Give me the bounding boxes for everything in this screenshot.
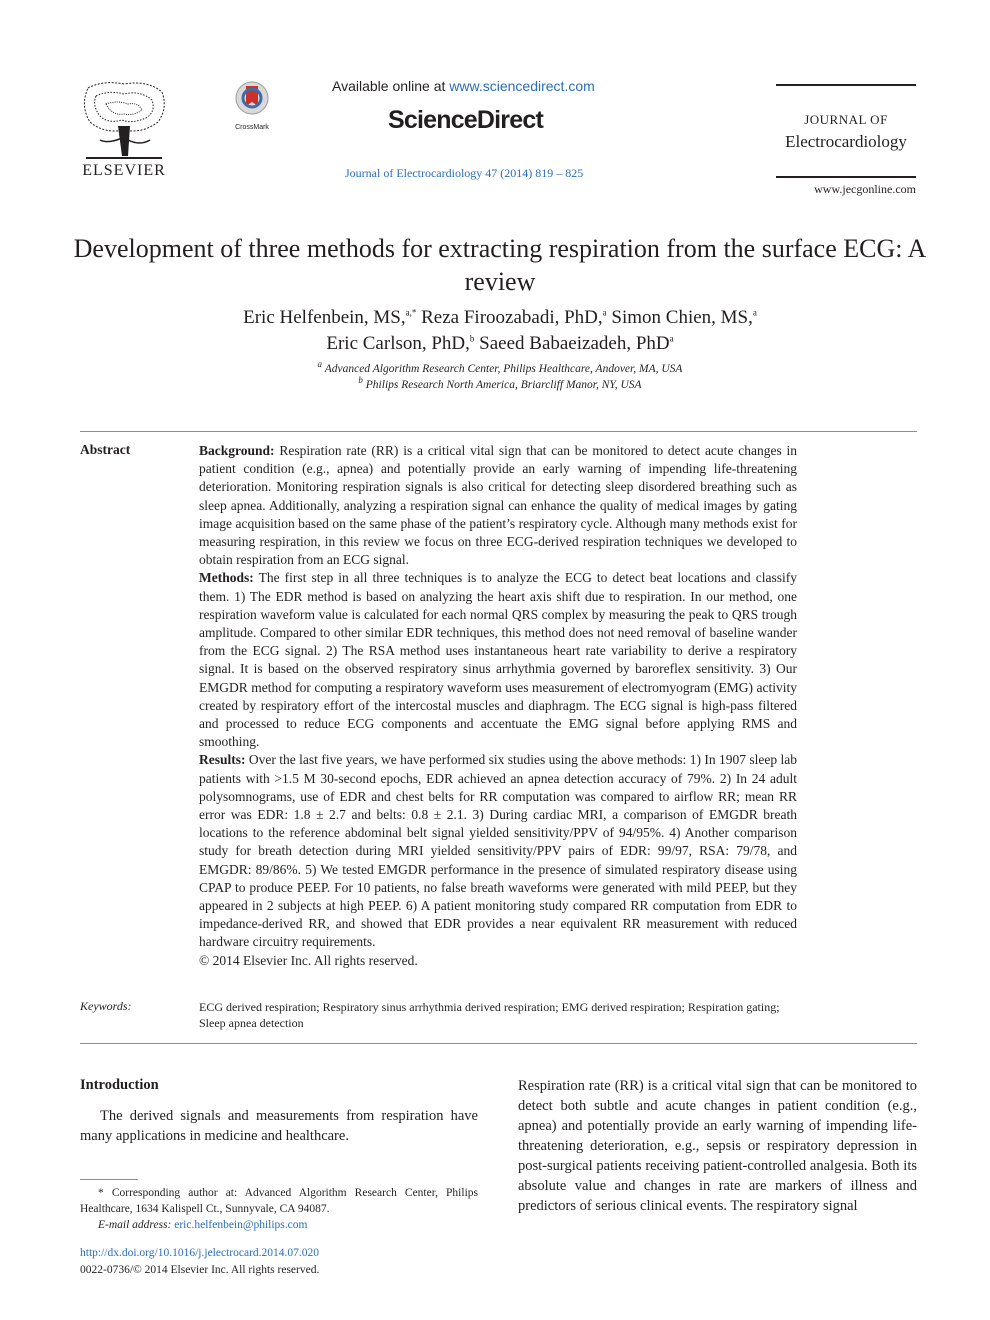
abstract-results [199, 751, 797, 951]
footnote-text: Corresponding author at: Advanced Algorithm Research Center, Philips Healthcare, 1634 Kalispell Ct., Sunnyvale, CA 94087. [80, 1187, 478, 1215]
author-affiliation-mark[interactable]: a [669, 333, 674, 344]
abstract-bottom-rule [80, 1043, 917, 1044]
affiliation-mark: b [358, 375, 363, 386]
email-link[interactable]: eric.helfenbein@philips.com [174, 1219, 308, 1231]
background-text: Respiration rate (RR) is a critical vital sign that can be monitored to detect acute changes in patient condition (e.g., apnea) and potentially provide an early warning of impending life-threatening deterioration. Monitoring respiration signals is also critical for detecting sleep disordered breathing such as sleep apnea. Additionally, analyzing a respiration signal can enhance the quality of medical images by gating image acquisition based on the same phase of the patient’s respiratory cycle. Although many methods exist for measuring respiration, in this review we focus on three ECG-derived respiration techniques we developed to obtain respiration from an ECG signal. [199, 443, 798, 568]
author-affiliation-mark[interactable]: a [602, 307, 607, 318]
author-affiliation-mark[interactable]: b [469, 333, 475, 344]
footnote-marker: * [98, 1187, 104, 1199]
keywords-label: Keywords: [80, 999, 132, 1013]
crossmark-badge[interactable] [228, 80, 276, 131]
affiliations [70, 361, 930, 393]
footnote-rule [80, 1179, 138, 1180]
affiliation [70, 361, 930, 377]
issn-copyright: 0022-0736/© 2014 Elsevier Inc. All rights reserved. [80, 1264, 320, 1276]
sciencedirect-logo: ScienceDirect [388, 106, 543, 134]
available-online [332, 78, 595, 94]
journal-url[interactable]: www.jecgonline.com [814, 182, 916, 196]
crossmark-icon [234, 80, 270, 118]
affiliation-mark: a [317, 359, 323, 370]
results-label: Results: [199, 752, 246, 768]
journal-name-line1: JOURNAL OF [804, 112, 888, 127]
results-text: Over the last five years, we have performed six studies using the above methods: 1) In 1907 sleep lab patients with >1.5 M 30-second epochs, EDR achieved an apnea detection accuracy of 79%. 2) In 24 adult polysomnograms, use of EDR and chest belts for RR computation was compared to airflow RR; mean RR error was EDR: 1.8 ± 2.7 and belts: 0.8 ± 2.1. 3) During cardiac MRI, a comparison of EMGDR breath locations to the reference abdominal belt signal yielded sensitivity/PPV of 94/95%. 4) Another comparison study for breath detection during MRI yielded sensitivity/PPV pairs of EDR: 99/97, RSA: 79/78, and EMGDR: 89/86%. 5) We tested EMGDR performance in the presence of simulated respiratory disease using CPAP to produce PEEP. For 10 patients, no false breath waveforms were generated with mild PEEP, but they appeared in 2 subjects at high PEEP. 6) A patient monitoring study compared RR computation from EDR to impedance-derived RR, and showed that EDR provides a near equivalent RR measurement with reduced hardware circuitry requirements. [199, 752, 798, 950]
author-name: Simon Chien, MS, [611, 307, 753, 328]
author-name: Reza Firoozabadi, PhD, [421, 307, 603, 328]
author-list [70, 305, 930, 357]
abstract-label: Abstract [80, 442, 131, 457]
journal-reference[interactable]: Journal of Electrocardiology 47 (2014) 819 – 825 [345, 166, 584, 180]
sciencedirect-link[interactable]: www.sciencedirect.com [449, 78, 595, 94]
doi-link[interactable]: http://dx.doi.org/10.1016/j.jelectrocard.2014.07.020 [80, 1247, 320, 1259]
abstract-top-rule [80, 431, 917, 432]
author-affiliation-mark[interactable]: a,* [405, 307, 417, 318]
affiliation-text: Philips Research North America, Briarcliff Manor, NY, USA [365, 379, 642, 391]
abstract-background [199, 442, 797, 569]
available-prefix: Available online at [332, 78, 446, 94]
abstract-body [199, 442, 797, 970]
doi [80, 1247, 319, 1259]
corresponding-author-footnote [80, 1185, 478, 1233]
author-affiliation-mark[interactable]: a [752, 307, 757, 318]
abstract-copyright: © 2014 Elsevier Inc. All rights reserved. [199, 952, 418, 968]
intro-paragraph: The derived signals and measurements from respiration have many applications in medicine and healthcare. [80, 1108, 478, 1144]
keywords-text: ECG derived respiration; Respiratory sinus arrhythmia derived respiration; EMG derived respiration; Respiration gating; Sleep apnea detection [199, 1000, 780, 1030]
affiliation-text: Advanced Algorithm Research Center, Philips Healthcare, Andover, MA, USA [324, 363, 683, 375]
author-name: Saeed Babaeizadeh, PhD [479, 333, 670, 354]
right-column-paragraph: Respiration rate (RR) is a critical vital sign that can be monitored to detect both subtle and acute changes in patient condition (e.g., apnea) and potentially provide an early warning of impending life-threatening deterioration, e.g., sepsis or respiratory depression in post-surgical patients receiving patient-controlled analgesia. Both its absolute value and changes in rate are markers of illness and predictors of serious clinical events. The respiratory signal [518, 1078, 917, 1214]
journal-name-line2: Electrocardiology [785, 132, 907, 151]
article-title: Development of three methods for extracting respiration from the surface ECG: A review [73, 234, 927, 296]
author-name: Eric Helfenbein, MS, [243, 307, 406, 328]
methods-label: Methods: [199, 570, 254, 586]
affiliation [70, 377, 930, 393]
methods-text: The first step in all three techniques is to analyze the ECG to detect beat locations and classify them. 1) The EDR method is based on analyzing the heart axis shift due to respiration. In our method, one respiration waveform value is calculated for each normal QRS complex by measuring the peak to QRS trough amplitude. Compared to other similar EDR techniques, this method does not need removal of baseline wander from the ECG signal. 2) The RSA method uses instantaneous heart rate variability to derive a respiratory signal. It is based on the observed respiratory sinus arrhythmia governed by baroreflex sensitivity. 3) Our EMGDR method for computing a respiratory waveform uses measurement of electromyogram (EMG) activity created by respiratory effort of the intercostal muscles and diaphragm. The ECG signal is high-pass filtered and processed to reduce ECG components and accentuate the EMG signal before applying RMS and smoothing. [199, 570, 797, 750]
crossmark-label: CrossMark [235, 124, 269, 131]
background-label: Background: [199, 443, 275, 458]
section-heading-introduction: Introduction [80, 1077, 159, 1093]
email-label: E-mail address: [98, 1219, 172, 1231]
journal-box-top-rule [776, 84, 916, 86]
journal-box-bottom-rule [776, 176, 916, 178]
author-name: Eric Carlson, PhD, [326, 333, 470, 354]
abstract-methods [199, 569, 797, 751]
publisher-logo-text: ELSEVIER [82, 162, 166, 179]
